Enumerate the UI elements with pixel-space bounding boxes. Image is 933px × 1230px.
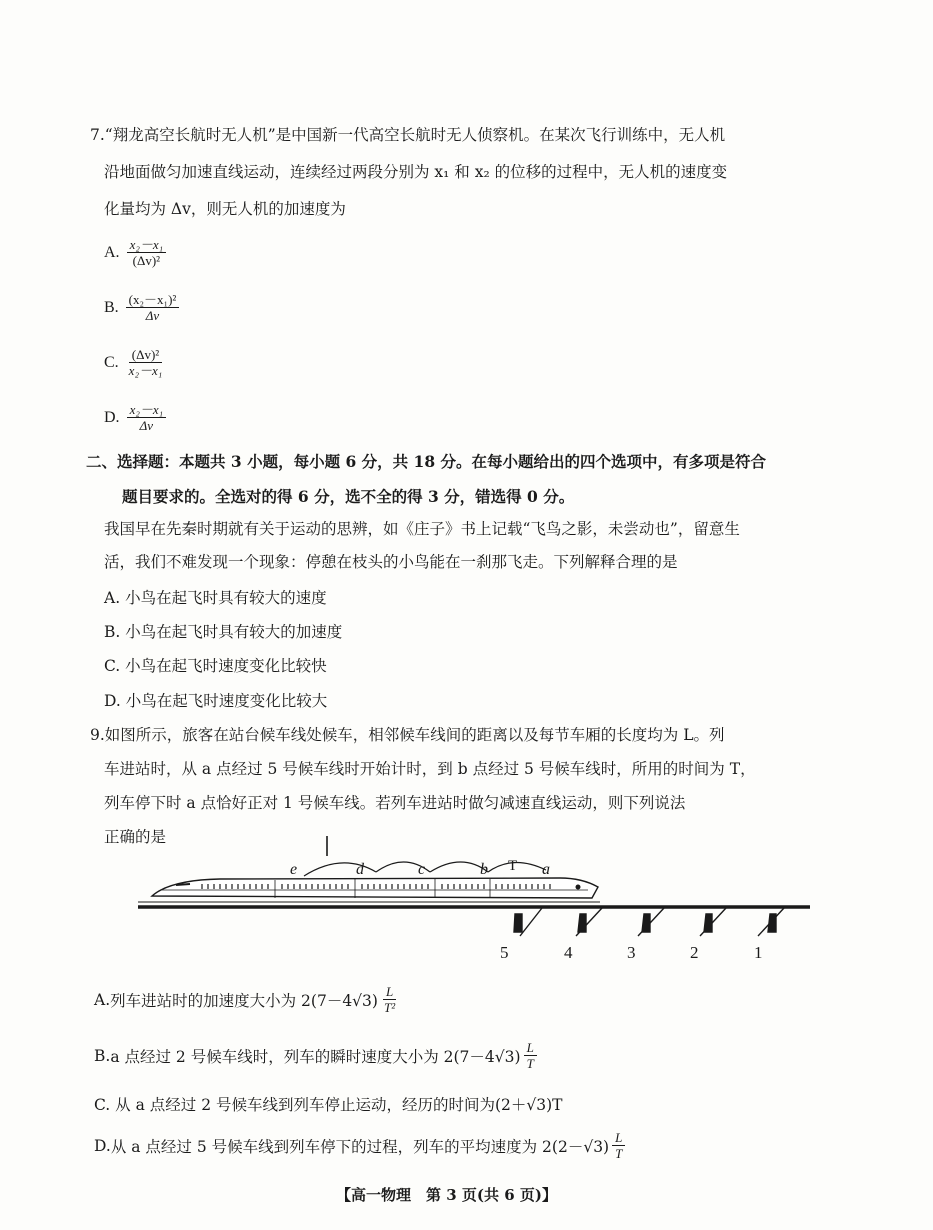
q7-stem-line2: 沿地面做匀加速直线运动，连续经过两段分别为 x₁ 和 x₂ 的位移的过程中，无人机的速度变 [104,163,728,181]
waiting-line-5 [514,908,542,936]
q9-stem-line3: 列车停下时 a 点恰好正对 1 号候车线。若列车进站时做匀减速直线运动，则下列说法 [104,794,686,812]
option-text: 从 a 点经过 5 号候车线到列车停下的过程，列车的平均速度为 2(2－√3) [110,1137,610,1156]
q8-stem-line1: 我国早在先秦时期就有关于运动的思辨，如《庄子》书上记载“飞鸟之影，未尝动也”，留意生 [104,520,740,538]
q9-option-a[interactable] [94,984,401,1015]
q7-option-d[interactable] [104,402,169,433]
option-label: D. [94,1136,111,1155]
option-text: 小鸟在起飞时速度变化比较快 [125,657,327,675]
fraction [524,1040,537,1071]
line-number-1: 1 [754,943,763,962]
denominator: T [615,1146,623,1161]
numerator: (Δv)² [129,347,162,363]
line-number-3: 3 [627,943,636,962]
option-text: 小鸟在起飞时速度变化比较大 [125,692,328,710]
numerator: x₂－x₁ [127,237,167,253]
denominator: Δv [139,418,154,433]
numerator: x₂－x₁ [127,402,167,418]
numerator: L [383,984,396,1000]
time-label-t: T [508,858,518,874]
q7-option-c[interactable] [104,347,168,378]
option-label: A. [104,589,121,607]
option-label: B. [104,298,119,316]
waiting-line-1 [758,908,784,936]
denominator: Δv [145,308,160,323]
denominator: T² [383,1000,396,1015]
waiting-line-4 [576,908,602,936]
q7-stem-line3: 化量均为 Δv，则无人机的加速度为 [104,200,346,218]
fraction [126,292,180,323]
q9-option-b[interactable] [94,1040,540,1071]
car-label-c: c [418,861,426,878]
q8-stem-line2: 活，我们不难发现一个现象：停憩在枝头的小鸟能在一刹那飞走。下列解释合理的是 [104,553,678,571]
line-number-4: 4 [564,943,573,962]
line-number-2: 2 [690,943,699,962]
fraction [612,1130,625,1161]
q9-stem-line2: 车进站时，从 a 点经过 5 号候车线时开始计时，到 b 点经过 5 号候车线时，所用的时间为 T， [104,760,756,778]
option-label: C. [94,1096,111,1114]
q9-option-d[interactable] [94,1130,628,1161]
train-platform-figure [130,832,820,964]
option-text: a 点经过 2 号候车线时，列车的瞬时速度大小为 2(7－4√3) [110,1047,521,1066]
train-body [152,878,598,898]
q7-option-b[interactable] [104,292,182,323]
q8-option-a[interactable] [104,587,327,609]
page-footer: 【高一物理 第 3 页(共 6 页)】 [336,1186,557,1204]
q8-option-b[interactable] [104,621,342,643]
numerator: L [524,1040,537,1056]
q9-stem-line1: 9.如图所示，旅客在站台候车线处候车，相邻候车线间的距离以及每节车厢的长度均为 L。列 [90,726,725,744]
q9-stem-line4: 正确的是 [104,828,167,846]
waiting-line-3 [638,908,664,936]
q9-option-c[interactable] [94,1094,563,1116]
option-text: 列车进站时的加速度大小为 2(7－4√3) [110,991,378,1010]
fraction [127,402,167,433]
option-label: B. [104,623,121,641]
option-text: 从 a 点经过 2 号候车线到列车停止运动，经历的时间为(2＋√3)T [115,1096,563,1114]
fraction [126,347,166,378]
numerator: (x₂－x₁)² [126,292,180,308]
option-label: A. [94,990,111,1009]
option-label: A. [104,243,120,261]
line-number-5: 5 [500,943,509,962]
q7-stem-line1: 7.“翔龙高空长航时无人机”是中国新一代高空长航时无人侦察机。在某次飞行训练中，无人机 [90,126,726,144]
option-label: B. [94,1046,111,1065]
denominator: T [526,1056,534,1071]
waiting-line-2 [700,908,726,936]
option-label: D. [104,408,120,426]
denominator: x₂－x₁ [128,363,163,378]
option-label: C. [104,353,119,371]
fraction [381,984,398,1015]
numerator: L [612,1130,625,1146]
section2-heading-line1: 二、选择题：本题共 3 小题，每小题 6 分，共 18 分。在每小题给出的四个选项中，有多项是符合 [86,452,767,471]
denominator: (Δv)² [132,253,161,268]
car-label-a: a [542,861,550,878]
q8-option-d[interactable] [104,690,327,712]
option-label: C. [104,657,121,675]
option-text: 小鸟在起飞时具有较大的速度 [125,589,327,607]
option-text: 小鸟在起飞时具有较大的加速度 [125,623,343,641]
car-label-d: d [356,861,364,878]
q8-option-c[interactable] [104,655,327,677]
car-label-e: e [290,861,298,878]
section2-heading-line2: 题目要求的。全选对的得 6 分，选不全的得 3 分，错选得 0 分。 [122,487,575,506]
fraction [127,237,167,268]
car-label-b: b [480,861,488,878]
q7-option-a[interactable] [104,237,169,268]
option-label: D. [104,692,121,710]
